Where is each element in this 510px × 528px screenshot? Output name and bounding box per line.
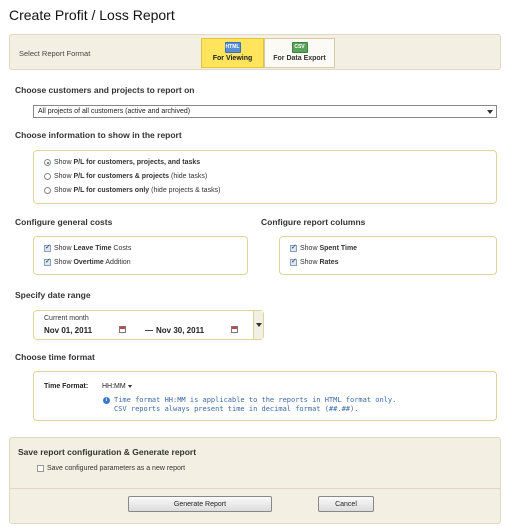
customers-select[interactable] bbox=[33, 105, 497, 118]
chevron-down-icon bbox=[128, 385, 132, 388]
option-text: Show Rates bbox=[300, 259, 339, 266]
calendar-icon[interactable] bbox=[231, 326, 238, 333]
timeformat-section-title: Choose time format bbox=[15, 352, 95, 362]
customers-section-title: Choose customers and projects to report on bbox=[15, 85, 195, 95]
checkbox[interactable] bbox=[290, 259, 297, 266]
csv-file-icon: CSV bbox=[292, 42, 308, 53]
timeformat-note: Time format HH:MM is applicable to the reports in HTML format only. CSV reports always present time in decimal format (##.##). bbox=[114, 396, 397, 413]
costs-option-leave-time[interactable] bbox=[44, 245, 131, 252]
date-separator: — bbox=[145, 326, 153, 335]
format-csv-label: For Data Export bbox=[273, 55, 326, 62]
columns-section-title: Configure report columns bbox=[261, 217, 366, 227]
timeformat-label: Time Format: bbox=[44, 383, 89, 390]
save-generate-panel bbox=[9, 437, 501, 524]
customers-select-value: All projects of all customers (active and archived) bbox=[38, 108, 191, 115]
cancel-button[interactable]: Cancel bbox=[318, 496, 374, 512]
save-config-label: Save configured parameters as a new report bbox=[47, 465, 186, 472]
checkbox[interactable] bbox=[37, 465, 44, 472]
radio-button[interactable] bbox=[44, 173, 51, 180]
save-config-option[interactable] bbox=[37, 465, 185, 472]
option-text: Show Leave Time Costs bbox=[54, 245, 132, 252]
html-file-icon: HTML bbox=[225, 42, 241, 53]
radio-button[interactable] bbox=[44, 159, 51, 166]
calendar-icon[interactable] bbox=[119, 326, 126, 333]
date-section-title: Specify date range bbox=[15, 290, 91, 300]
checkbox[interactable] bbox=[44, 259, 51, 266]
generate-report-button[interactable]: Generate Report bbox=[128, 496, 272, 512]
date-range-picker[interactable] bbox=[33, 310, 264, 340]
radio-button[interactable] bbox=[44, 187, 51, 194]
costs-section-title: Configure general costs bbox=[15, 217, 113, 227]
info-option-all[interactable] bbox=[44, 159, 200, 166]
columns-option-rates[interactable] bbox=[290, 259, 339, 266]
info-section-title: Choose information to show in the report bbox=[15, 130, 182, 140]
format-csv-button[interactable] bbox=[264, 38, 335, 68]
save-section-title: Save report configuration & Generate report bbox=[18, 447, 197, 457]
date-dropdown-button[interactable] bbox=[253, 311, 263, 339]
format-html-button[interactable] bbox=[201, 38, 264, 68]
option-text: Show P/L for customers, projects, and tasks bbox=[54, 159, 201, 166]
info-icon: i bbox=[103, 397, 110, 404]
costs-option-overtime[interactable] bbox=[44, 259, 131, 266]
columns-options-box bbox=[279, 236, 497, 275]
checkbox[interactable] bbox=[290, 245, 297, 252]
option-text: Show P/L for customers & projects (hide tasks) bbox=[54, 173, 208, 180]
checkbox[interactable] bbox=[44, 245, 51, 252]
date-from[interactable]: Nov 01, 2011 bbox=[44, 326, 93, 335]
option-text: Show Spent Time bbox=[300, 245, 358, 252]
info-options-box bbox=[33, 150, 497, 204]
divider bbox=[10, 488, 500, 489]
page-title: Create Profit / Loss Report bbox=[9, 7, 175, 23]
format-html-label: For Viewing bbox=[212, 55, 253, 62]
timeformat-select[interactable]: HH:MM bbox=[102, 383, 132, 390]
costs-options-box bbox=[33, 236, 248, 275]
timeformat-box bbox=[33, 371, 497, 421]
info-option-customers-only[interactable] bbox=[44, 187, 220, 194]
option-text: Show Overtime Addition bbox=[54, 259, 131, 266]
info-option-customers-projects[interactable] bbox=[44, 173, 207, 180]
chevron-down-icon bbox=[487, 110, 493, 114]
date-preset-label: Current month bbox=[44, 315, 89, 322]
date-to[interactable]: Nov 30, 2011 bbox=[156, 326, 205, 335]
format-label: Select Report Format bbox=[19, 49, 91, 58]
option-text: Show P/L for customers only (hide projects & tasks) bbox=[54, 187, 221, 194]
report-format-bar bbox=[9, 34, 501, 70]
columns-option-spent-time[interactable] bbox=[290, 245, 357, 252]
